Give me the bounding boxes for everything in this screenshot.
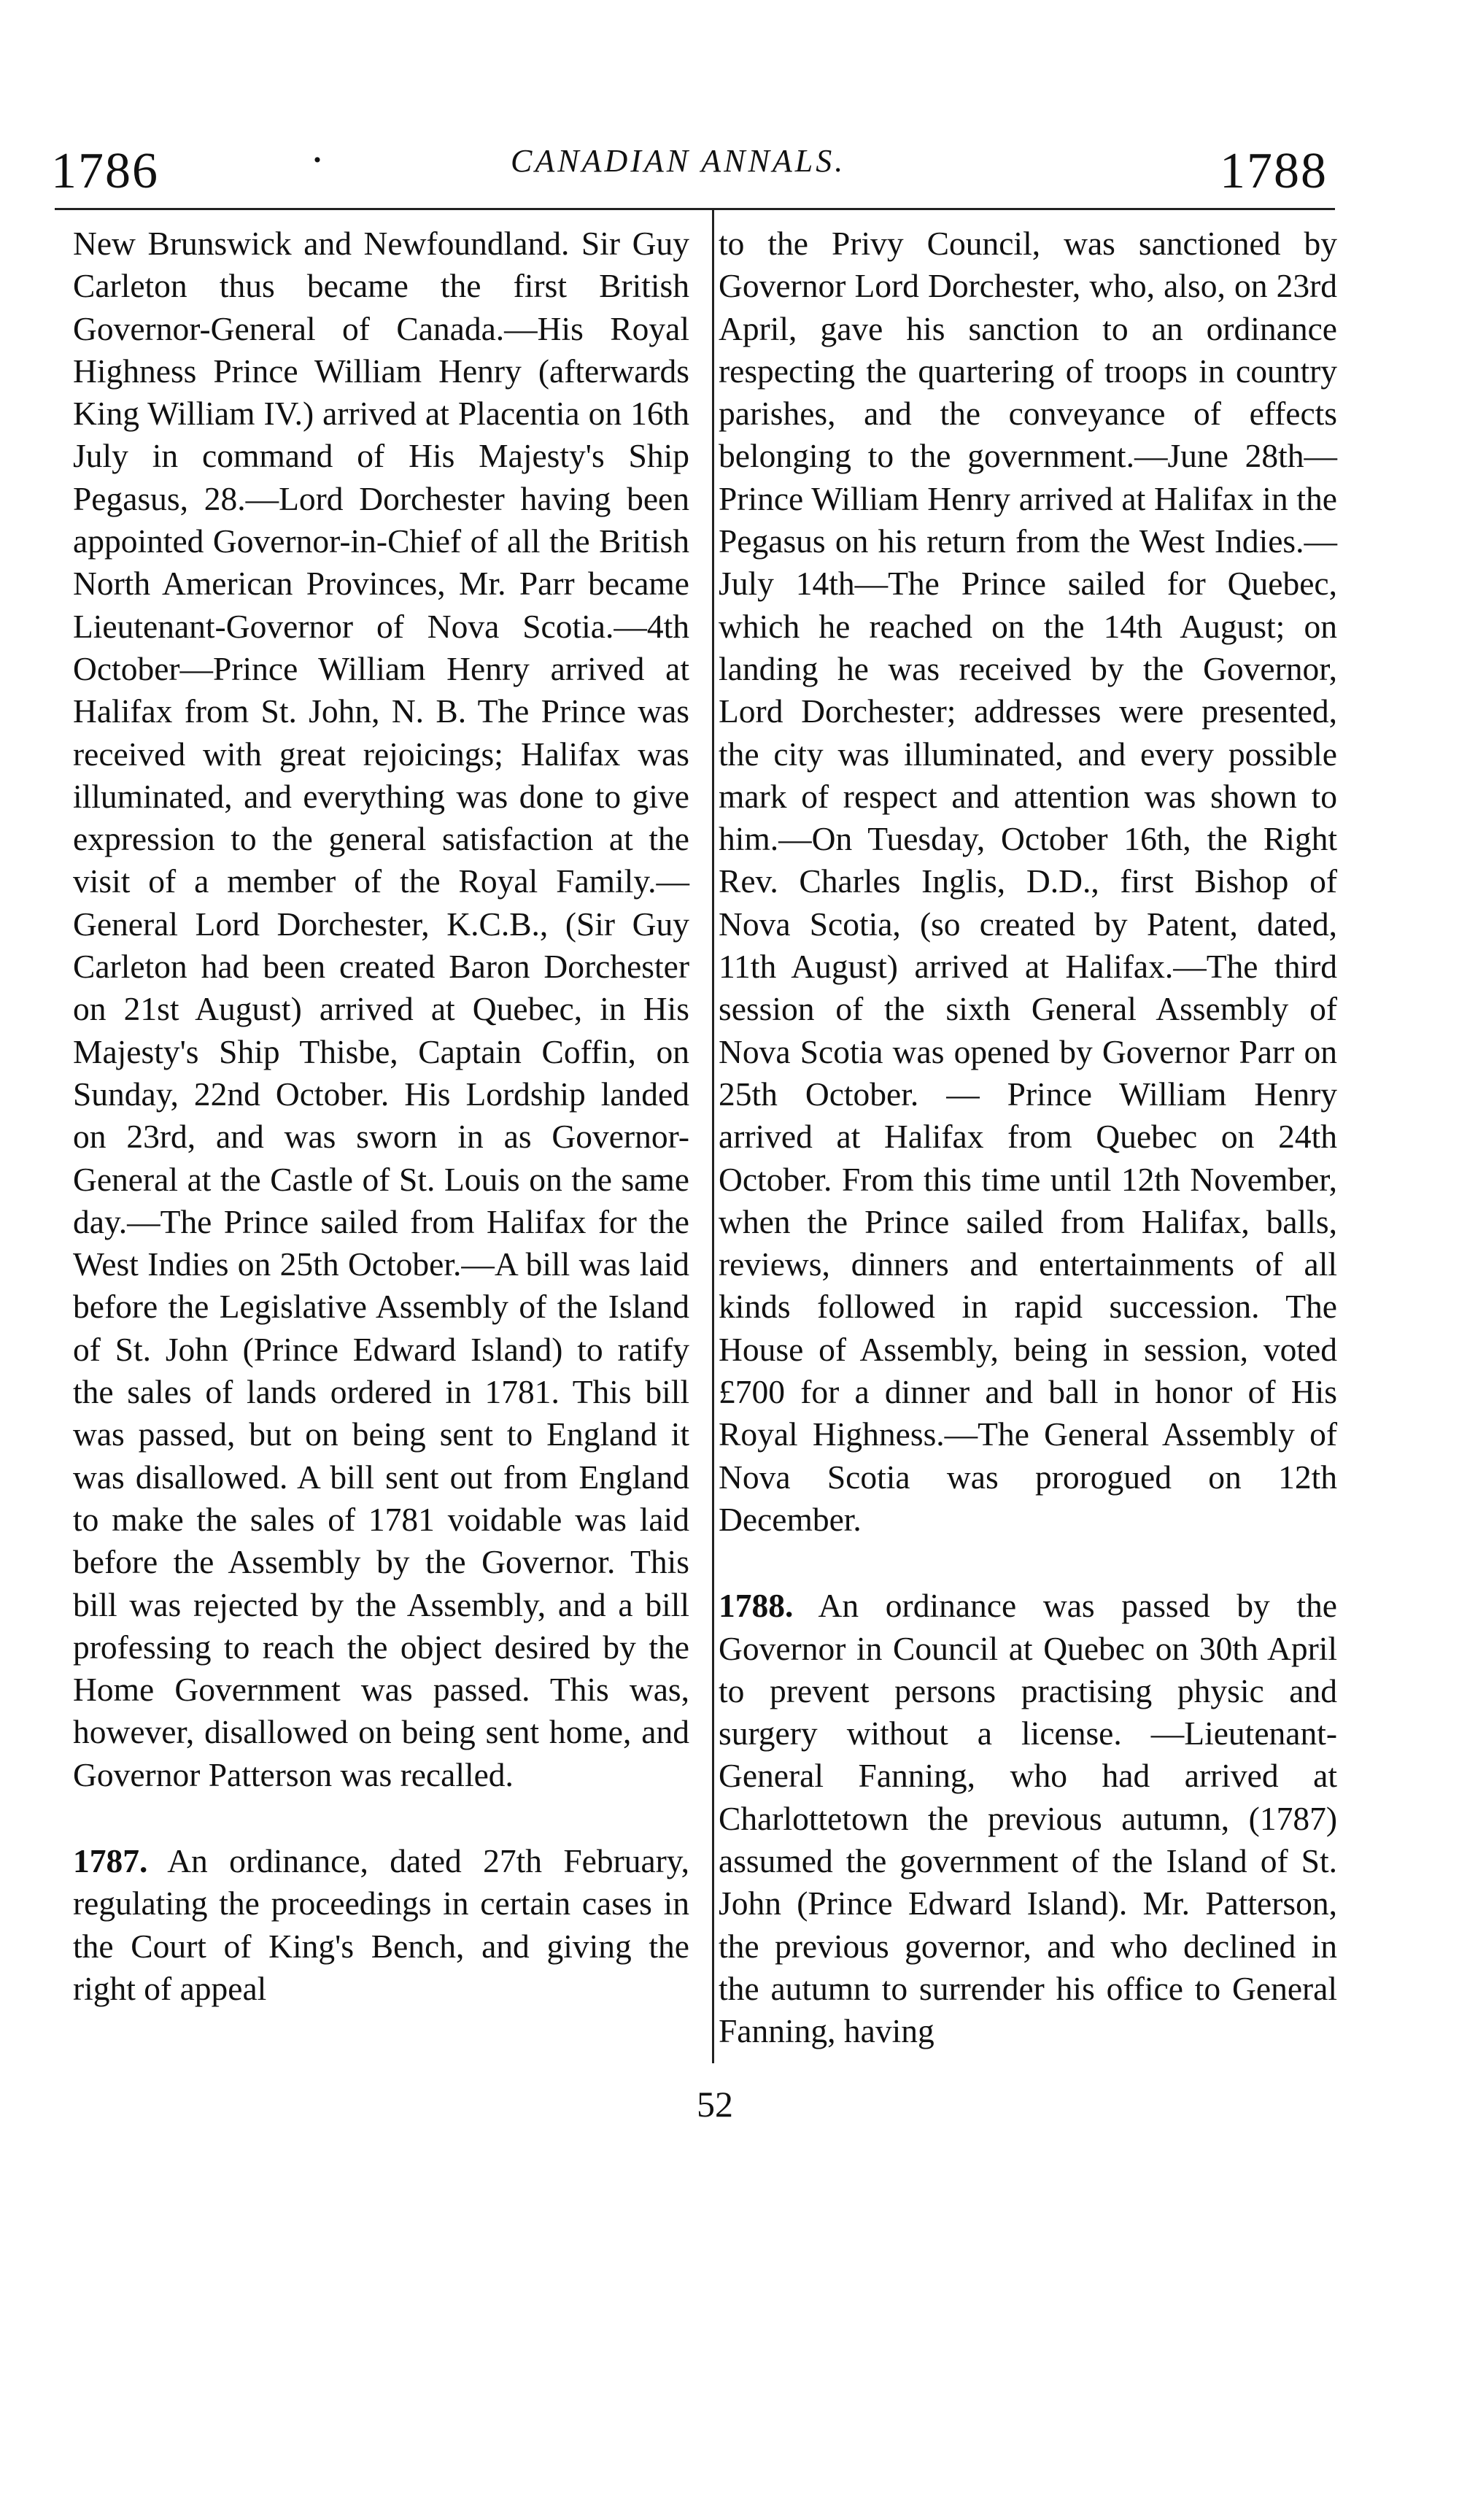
running-header bbox=[44, 120, 1328, 208]
left-paragraph-2 bbox=[73, 1840, 689, 2010]
header-dot: · bbox=[310, 136, 325, 184]
column-divider bbox=[712, 210, 714, 2063]
right-paragraph-2 bbox=[719, 1585, 1337, 2052]
section-gap bbox=[719, 1541, 1337, 1585]
page-footer bbox=[0, 2083, 1459, 2125]
right-column bbox=[719, 223, 1337, 2052]
right-paragraph-2-text: An ordinance was passed by the Governor in Council at Quebec on 30th April to prevent persons practising physic and surgery without a license. —Lieutenant-General Fanning, who had arrived at Charlottetown the previous autumn, (1787) assumed the government of the Island of St. John (Prince Edward Island). Mr. Patterson, the previous governor, and who declined in the autumn to surrender his office to General Fanning, having bbox=[719, 1587, 1337, 2050]
year-heading-1788: 1788. bbox=[719, 1587, 794, 1625]
right-paragraph-1: to the Privy Council, was sanctioned by Governor Lord Dorchester, who, also, on 23rd April, gave his sanction to an ordinance respecting the quartering of troops in country parishes, and the conveyance of effects belonging to the government.—June 28th—Prince William Henry arrived at Halifax in the Pegasus on his return from the West Indies.—July 14th—The Prince sailed for Quebec, which he reached on the 14th August; on landing he was received by the Governor, Lord Dorchester; addresses were presented, the city was illuminated, and every possible mark of respect and attention was shown to him.—On Tuesday, October 16th, the Right Rev. Charles Inglis, D.D., first Bishop of Nova Scotia, (so created by Patent, dated, 11th August) arrived at Halifax.—The third session of the sixth General Assembly of Nova Scotia was opened by Governor Parr on 25th October. — Prince William Henry arrived at Halifax from Quebec on 24th October. From this time until 12th November, when the Prince sailed from Halifax, balls, reviews, dinners and entertainments of all kinds followed in rapid succession. The House of Assembly, being in session, voted £700 for a dinner and ball in honor of His Royal Highness.—The General Assembly of Nova Scotia was prorogued on 12th December. bbox=[719, 225, 1337, 1538]
header-rule bbox=[55, 208, 1335, 210]
header-title: CANADIAN ANNALS. bbox=[511, 143, 846, 179]
left-column bbox=[73, 223, 689, 2010]
left-paragraph-1: New Brunswick and Newfoundland. Sir Guy Carleton thus became the first British Governor-General of Canada.—His Royal Highness Prince William Henry (afterwards King William IV.) arrived at Placentia on 16th July in command of His Majesty's Ship Pegasus, 28.—Lord Dorchester having been appointed Governor-in-Chief of all the British North American Provinces, Mr. Parr became Lieutenant-Governor of Nova Scotia.—4th October—Prince William Henry arrived at Halifax from St. John, N. B. The Prince was received with great rejoicings; Halifax was illuminated, and everything was done to give expression to the general satisfaction at the visit of a member of the Royal Family.—General Lord Dorchester, K.C.B., (Sir Guy Carleton had been created Baron Dorchester on 21st August) arrived at Quebec, in His Majesty's Ship Thisbe, Captain Coffin, on Sunday, 22nd October. His Lordship landed on 23rd, and was sworn in as Governor-General at the Castle of St. Louis on the same day.—The Prince sailed from Halifax for the West Indies on 25th October.—A bill was laid before the Legislative Assembly of the Island of St. John (Prince Edward Island) to ratify the sales of lands ordered in 1781. This bill was passed, but on being sent to England it was disallowed. A bill sent out from England to make the sales of 1781 voidable was laid before the Assembly by the Governor. This bill was rejected by the Assembly, and a bill professing to reach the object desired by the Home Government was passed. This was, however, disallowed on being sent home, and Governor Patterson was recalled. bbox=[73, 225, 689, 1793]
header-left-year: 1786 bbox=[51, 143, 159, 199]
page-number: 52 bbox=[697, 2084, 733, 2125]
year-heading-1787: 1787. bbox=[73, 1841, 148, 1879]
left-paragraph-2-text: An ordinance, dated 27th February, regulating the proceedings in certain cases in the Court of King's Bench, and giving the right of appeal bbox=[73, 1841, 689, 2007]
header-right-year: 1788 bbox=[1220, 143, 1328, 199]
section-gap bbox=[73, 1796, 689, 1840]
